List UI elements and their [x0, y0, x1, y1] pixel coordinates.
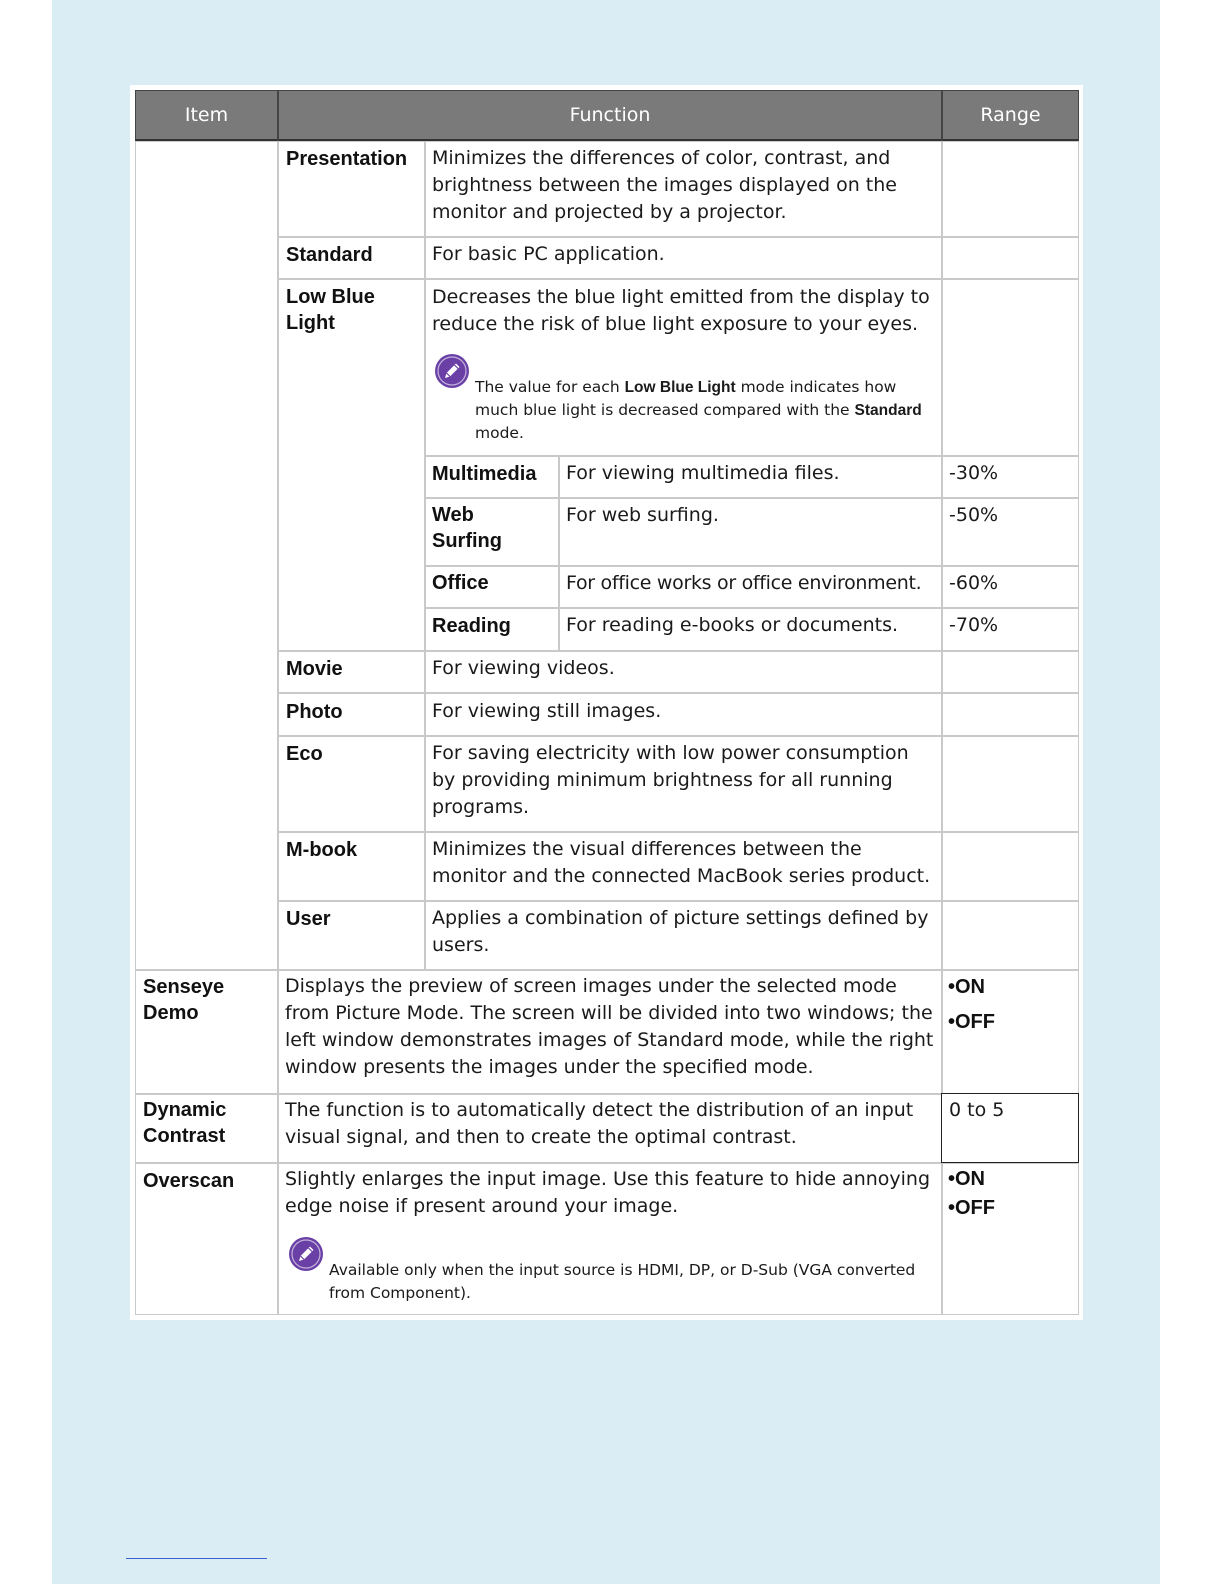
submode-range-office: -60% — [949, 572, 999, 594]
mode-desc-movie: For viewing videos. — [432, 657, 615, 679]
range-cell — [942, 832, 1079, 901]
overscan-description: Slightly enlarges the input image. Use this feature to hide annoying edge noise if present around your image. — [285, 1168, 931, 1217]
submode-range-multimedia: -30% — [949, 462, 999, 484]
range-cell — [942, 237, 1079, 279]
overscan-range-off: •OFF — [948, 1197, 995, 1219]
note-bold-term: Standard — [854, 402, 922, 419]
submode-range-reading: -70% — [949, 614, 999, 636]
mode-desc-standard: For basic PC application. — [432, 243, 665, 265]
mode-name-eco: Eco — [286, 743, 323, 765]
note-text: mode. — [475, 424, 524, 442]
range-cell — [942, 693, 1079, 736]
mode-name-m-book: M-book — [286, 839, 358, 861]
footer-rule — [126, 1558, 267, 1559]
note-text: mode indicates how much blue light is decreased compared with the — [475, 378, 897, 419]
senseye-description: Displays the preview of screen images under the selected mode from Picture Mode. The screen will be divided into two windows; the left window demonstrates images of Standard mode, while the right window presents the images under the specified mode. — [285, 975, 934, 1078]
submode-desc-reading: For reading e-books or documents. — [566, 614, 899, 636]
mode-name-low-blue-light: Low Blue Light — [286, 286, 375, 334]
mode-desc-m-book: Minimizes the visual differences between the monitor and the connected MacBook series product. — [432, 838, 931, 887]
range-cell — [942, 736, 1079, 832]
dynamic-contrast-description: The function is to automatically detect the distribution of an input visual signal, and then to create the optimal contrast. — [285, 1099, 914, 1148]
mode-name-standard: Standard — [286, 244, 373, 266]
range-cell — [942, 651, 1079, 693]
submode-range-web-surfing: -50% — [949, 504, 999, 526]
submode-desc-web-surfing: For web surfing. — [566, 504, 719, 526]
mode-desc-eco: For saving electricity with low power consumption by providing minimum brightness for all running programs. — [432, 742, 909, 818]
mode-name-photo: Photo — [286, 701, 343, 723]
range-cell — [942, 141, 1079, 237]
note-text: The value for each — [475, 378, 625, 396]
senseye-range-on: •ON — [948, 976, 986, 998]
senseye-range-off: •OFF — [948, 1011, 995, 1033]
header-item: Item — [135, 90, 278, 141]
item-senseye-demo: Senseye Demo — [143, 976, 225, 1024]
range-cell — [942, 279, 1079, 456]
submode-desc-multimedia: For viewing multimedia files. — [566, 462, 840, 484]
submode-name-multimedia: Multimedia — [432, 463, 537, 485]
mode-desc-presentation: Minimizes the differences of color, contrast, and brightness between the images displayed on the monitor and projected by a projector. — [432, 147, 897, 223]
dynamic-contrast-range: 0 to 5 — [949, 1099, 1005, 1121]
submode-name-web-surfing: Web Surfing — [432, 504, 502, 552]
submode-name-reading: Reading — [432, 615, 511, 637]
pencil-note-icon — [434, 353, 470, 389]
header-function: Function — [278, 90, 942, 141]
submode-desc-office: For office works or office environment. — [566, 572, 922, 594]
item-overscan: Overscan — [143, 1170, 235, 1192]
mode-desc-low-blue-light: Decreases the blue light emitted from the display to reduce the risk of blue light exposure to your eyes. — [432, 286, 930, 335]
submode-name-office: Office — [432, 572, 489, 594]
mode-name-movie: Movie — [286, 658, 343, 680]
overscan-note: Available only when the input source is HDMI, DP, or D-Sub (VGA converted from Component). — [329, 1261, 916, 1302]
mode-desc-photo: For viewing still images. — [432, 700, 662, 722]
pencil-note-icon — [288, 1236, 324, 1272]
mode-name-presentation: Presentation — [286, 148, 408, 170]
item-dynamic-contrast: Dynamic Contrast — [143, 1099, 227, 1147]
low-blue-light-note — [475, 376, 937, 445]
overscan-range-on: •ON — [948, 1168, 986, 1190]
mode-desc-user: Applies a combination of picture settings defined by users. — [432, 907, 929, 956]
note-bold-term: Low Blue Light — [624, 379, 736, 396]
range-cell — [942, 901, 1079, 970]
settings-table — [135, 90, 1079, 1315]
mode-name-user: User — [286, 908, 331, 930]
picture-mode-item-cell — [135, 141, 278, 970]
header-range: Range — [942, 90, 1079, 141]
